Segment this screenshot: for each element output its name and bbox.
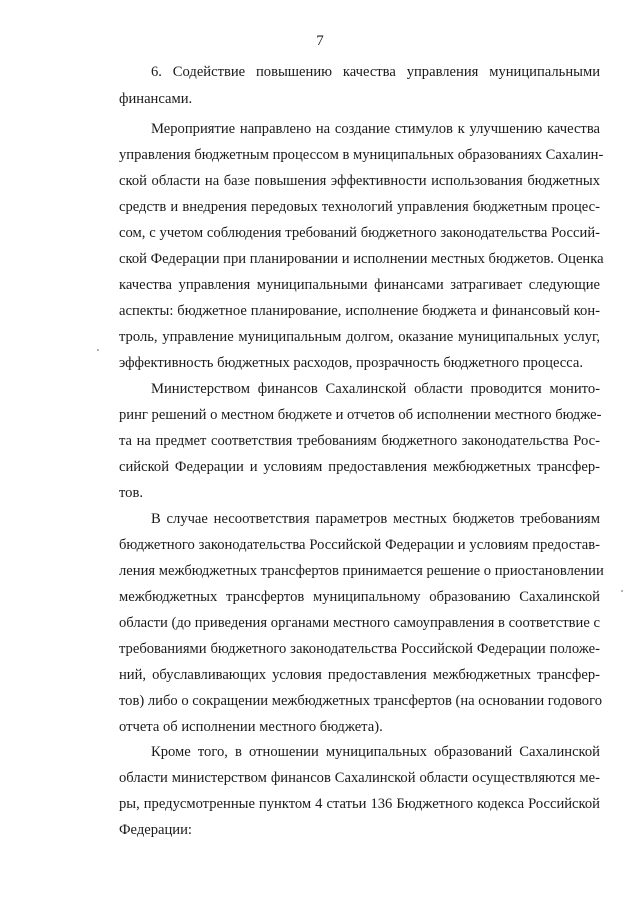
text-line: Министерством финансов Сахалинской области проводится монито- <box>151 381 600 397</box>
text-line: та на предмет соответствия требованиям бюджетного законодательства Рос- <box>119 433 600 449</box>
text-line: ской Федерации при планировании и исполнении местных бюджетов. Оценка <box>119 251 604 267</box>
text-line: ний, обуславливающих условия предоставления межбюджетных трансфер- <box>119 667 600 683</box>
text-line: ры, предусмотренные пунктом 4 статьи 136 Бюджетного кодекса Российской <box>119 796 600 812</box>
text-line: межбюджетных трансфертов муниципальному образованию Сахалинской <box>119 589 600 605</box>
text-line: области министерством финансов Сахалинской области осуществляются ме- <box>119 770 600 786</box>
text-line: области (до приведения органами местного самоуправления в соответствие с <box>119 615 600 631</box>
text-line: Мероприятие направлено на создание стимулов к улучшению качества <box>151 121 600 137</box>
text-line: Федерации: <box>119 822 192 838</box>
text-line: Кроме того, в отношении муниципальных образований Сахалинской <box>151 744 600 760</box>
text-line: сом, с учетом соблюдения требований бюджетного законодательства Россий- <box>119 225 600 241</box>
scan-speck <box>621 590 623 592</box>
text-line: аспекты: бюджетное планирование, исполнение бюджета и финансовый кон- <box>119 303 600 319</box>
text-line: эффективность бюджетных расходов, прозрачность бюджетного процесса. <box>119 355 584 371</box>
text-line: сийской Федерации и условиям предоставления межбюджетных трансфер- <box>119 459 600 475</box>
scan-speck <box>97 349 99 351</box>
text-line: тов. <box>119 485 144 501</box>
text-line: средств и внедрения передовых технологий управления бюджетным процес- <box>119 199 600 215</box>
page-number: 7 <box>316 33 324 49</box>
text-line: требованиями бюджетного законодательства Российской Федерации положе- <box>119 641 600 657</box>
text-line: ления межбюджетных трансфертов принимается решение о приостановлении <box>119 563 604 579</box>
text-line: 6. Содействие повышению качества управления муниципальными <box>151 64 600 80</box>
text-line: отчета об исполнении местного бюджета). <box>119 719 383 735</box>
text-line: бюджетного законодательства Российской Федерации и условиям предостав- <box>119 537 600 553</box>
text-line: управления бюджетным процессом в муниципальных образованиях Сахалин- <box>119 147 604 163</box>
text-line: ринг решений о местном бюджете и отчетов об исполнении местного бюдже- <box>119 407 602 423</box>
text-line: тов) либо о сокращении межбюджетных трансфертов (на основании годового <box>119 693 603 709</box>
text-line: троль, управление муниципальным долгом, оказание муниципальных услуг, <box>119 329 600 345</box>
text-line: финансами. <box>119 91 193 107</box>
text-line: качества управления муниципальными финансами затрагивает следующие <box>119 277 600 293</box>
text-line: В случае несоответствия параметров местных бюджетов требованиям <box>151 511 600 527</box>
text-line: ской области на базе повышения эффективности использования бюджетных <box>119 173 600 189</box>
